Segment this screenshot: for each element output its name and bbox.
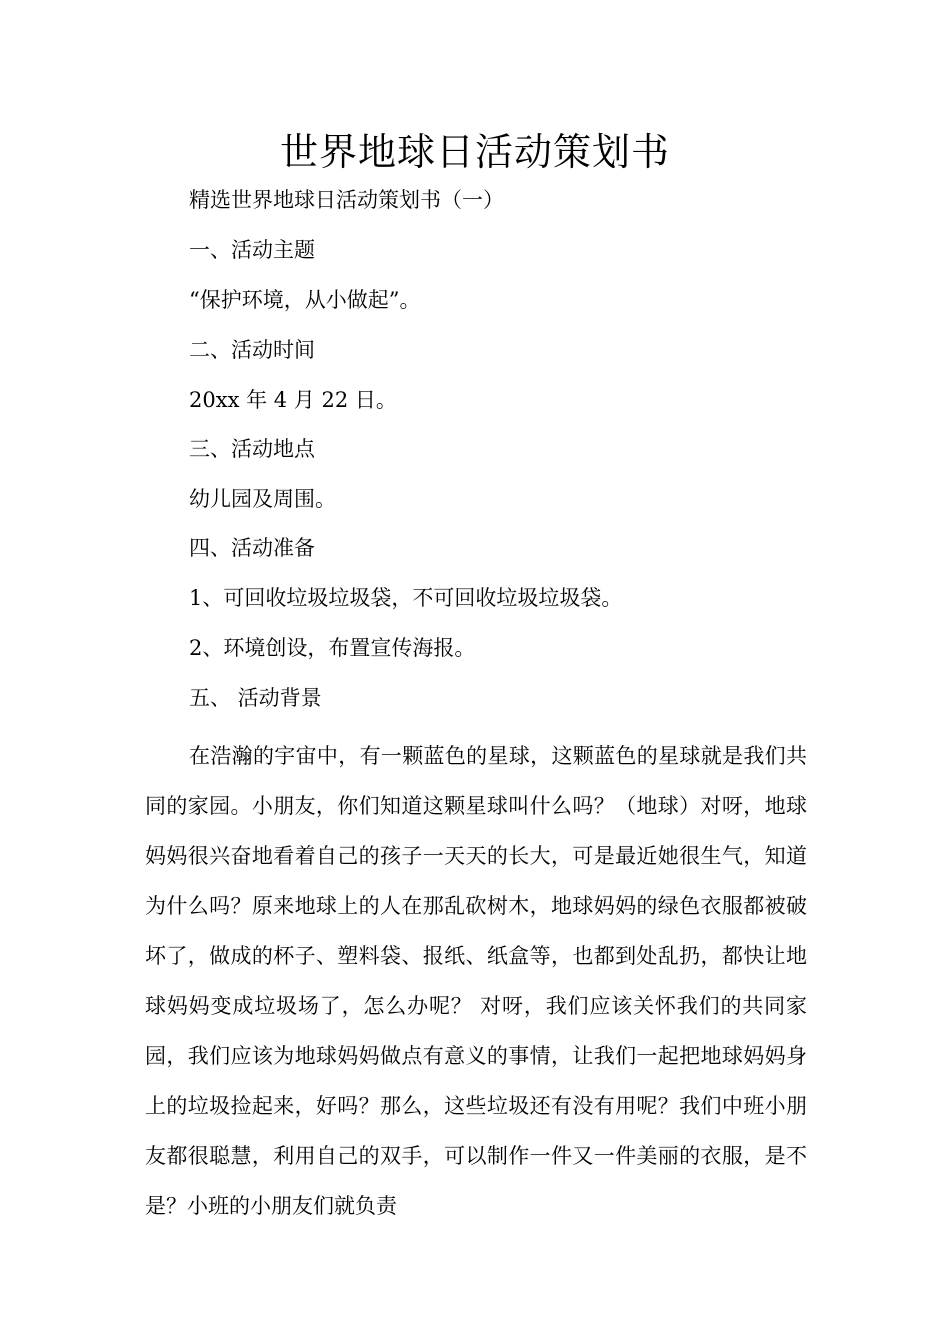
document-title: 世界地球日活动策划书 [279,130,670,174]
section-heading-preparation: 四、活动准备 [189,536,315,560]
theme-text: “保护环境，从小做起”。 [189,288,421,312]
document-subtitle: 精选世界地球日活动策划书（一） [189,188,504,212]
section-heading-time: 二、活动时间 [189,338,315,362]
section-heading-background: 五、 活动背景 [189,686,322,710]
section-heading-location: 三、活动地点 [189,437,315,461]
location-text: 幼儿园及周围。 [189,487,336,511]
background-paragraph: 在浩瀚的宇宙中，有一颗蓝色的星球，这颗蓝色的星球就是我们共同的家园。小朋友，你们知道这颗星球叫什么吗？（地球）对呀，地球妈妈很兴奋地看着自己的孩子一天天的长大，可是最近她很生气，知道为什么吗？原来地球上的人在那乱砍树木，地球妈妈的绿色衣服都被破坏了，做成的杯子、塑料袋、报纸、纸盒等，也都到处乱扔，都快让地球妈妈变成垃圾场了，怎么办呢？ 对呀，我们应该关怀我们的共同家园，我们应该为地球妈妈做点有意义的事情，让我们一起把地球妈妈身上的垃圾捡起来，好吗？那么，这些垃圾还有没有用呢？我们中班小朋友都很聪慧，利用自己的双手，可以制作一件又一件美丽的衣服，是不是？小班的小朋友们就负责 [145,744,807,1218]
preparation-item-2: 2、环境创设，布置宣传海报。 [189,636,476,660]
section-heading-theme: 一、活动主题 [189,238,315,262]
preparation-item-1: 1、可回收垃圾垃圾袋，不可回收垃圾垃圾袋。 [189,586,623,610]
time-text: 20xx 年 4 月 22 日。 [189,388,397,412]
